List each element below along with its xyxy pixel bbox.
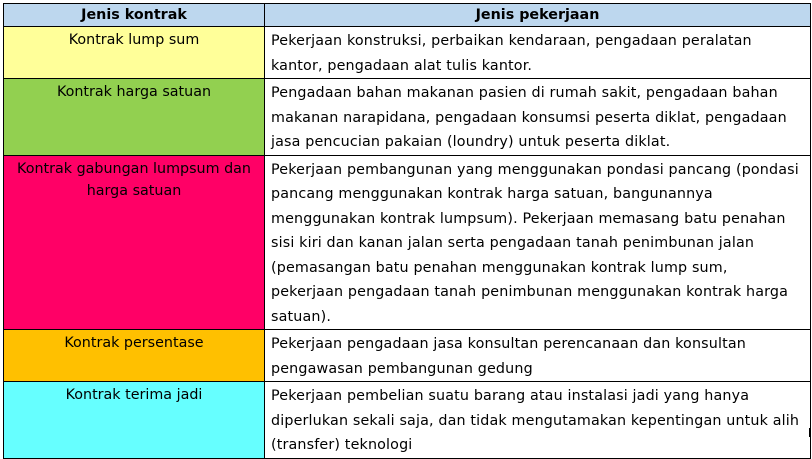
header-jenis-kontrak: Jenis kontrak (4, 4, 265, 27)
right-edge-line (809, 428, 810, 437)
work-type-cell: Pekerjaan pembangunan yang menggunakan pondasi pancang (pondasi pancang menggunakan kontrak harga satuan, bangunannya menggunakan kontrak lumpsum). Pekerjaan memasang batu penahan sisi kiri dan kanan jalan serta pengadaan tanah penimbunan jalan (pemasangan batu penahan menggunakan kontrak lump sum, pekerjaan pengadaan tanah penimbunan menggunakan kontrak harga satuan). (265, 155, 811, 330)
header-row (4, 4, 811, 27)
contract-type-cell: Kontrak gabungan lumpsum dan harga satuan (4, 155, 265, 330)
contract-type-cell: Kontrak persentase (4, 330, 265, 382)
table-row (4, 382, 811, 459)
work-type-cell: Pengadaan bahan makanan pasien di rumah sakit, pengadaan bahan makanan narapidana, pengadaan konsumsi peserta diklat, pengadaan jasa pencucian pakaian (loundry) untuk peserta diklat. (265, 79, 811, 156)
table-row (4, 27, 811, 79)
left-edge-line (3, 428, 4, 437)
contract-type-cell: Kontrak harga satuan (4, 79, 265, 156)
table-row (4, 155, 811, 330)
table-row (4, 330, 811, 382)
work-type-cell: Pekerjaan konstruksi, perbaikan kendaraan, pengadaan peralatan kantor, pengadaan alat tulis kantor. (265, 27, 811, 79)
contract-type-cell: Kontrak lump sum (4, 27, 265, 79)
header-jenis-pekerjaan: Jenis pekerjaan (265, 4, 811, 27)
work-type-cell: Pekerjaan pembelian suatu barang atau instalasi jadi yang hanya diperlukan sekali saja, dan tidak mengutamakan kepentingan untuk alih (transfer) teknologi (265, 382, 811, 459)
contract-type-cell: Kontrak terima jadi (4, 382, 265, 459)
contract-table (3, 3, 811, 459)
table-row (4, 79, 811, 156)
work-type-cell: Pekerjaan pengadaan jasa konsultan perencanaan dan konsultan pengawasan pembangunan gedung (265, 330, 811, 382)
